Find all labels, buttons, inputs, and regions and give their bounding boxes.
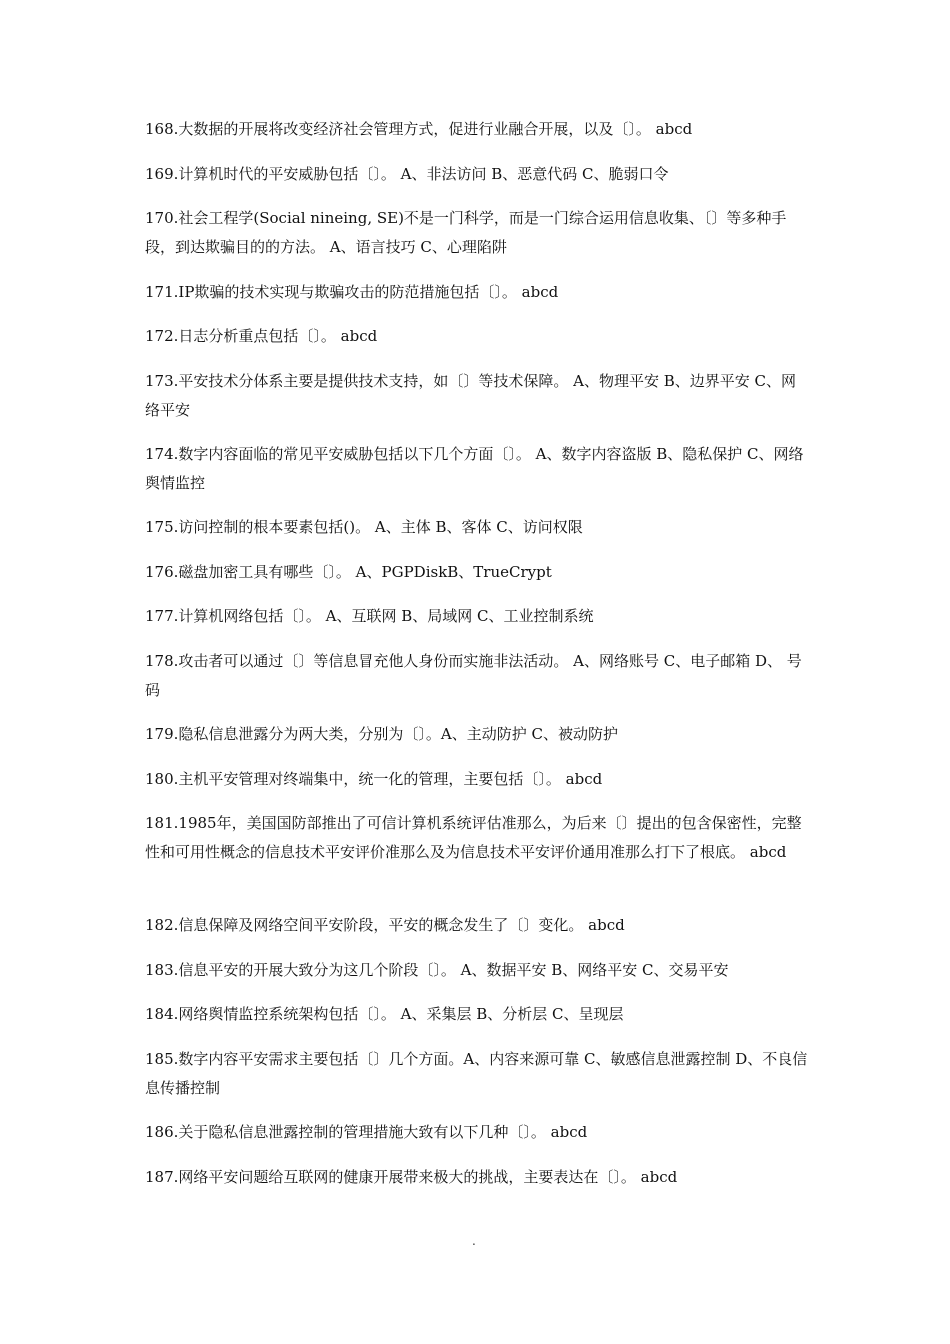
question-173: 173.平安技术分体系主要是提供技术支持，如〔〕等技术保障。 A、物理平安 B、边界平安 C、网络平安: [145, 372, 797, 419]
question-170: 170.社会工程学(Social nineing, SE)不是一门科学，而是一门综合运用信息收集、〔〕等多种手段，到达欺骗目的的方法。 A、语言技巧 C、心理陷阱: [145, 209, 787, 256]
question-183: 183.信息平安的开展大致分为这几个阶段〔〕。 A、数据平安 B、网络平安 C、交易平安: [145, 961, 729, 979]
question-184: 184.网络舆情监控系统架构包括〔〕。 A、采集层 B、分析层 C、呈现层: [145, 1005, 624, 1023]
question-186: 186.关于隐私信息泄露控制的管理措施大致有以下几种〔〕。 abcd: [145, 1123, 588, 1141]
question-185: 185.数字内容平安需求主要包括〔〕几个方面。A、内容来源可靠 C、敏感信息泄露控制 D、不良信息传播控制: [145, 1050, 808, 1097]
question-172: 172.日志分析重点包括〔〕。 abcd: [145, 327, 378, 345]
question-177: 177.计算机网络包括〔〕。 A、互联网 B、局域网 C、工业控制系统: [145, 607, 594, 625]
question-176: 176.磁盘加密工具有哪些〔〕。 A、PGPDiskB、TrueCrypt: [145, 563, 552, 581]
question-175: 175.访问控制的根本要素包括()。 A、主体 B、客体 C、访问权限: [145, 518, 583, 536]
question-179: 179.隐私信息泄露分为两大类，分别为〔〕。A、主动防护 C、被动防护: [145, 725, 618, 743]
question-182: 182.信息保障及网络空间平安阶段，平安的概念发生了〔〕变化。 abcd: [145, 916, 625, 934]
question-178: 178.攻击者可以通过〔〕等信息冒充他人身份而实施非法活动。 A、网络账号 C、电子邮箱 D、 号码: [145, 652, 802, 699]
page-footer-mark: .: [472, 1234, 476, 1248]
question-187: 187.网络平安问题给互联网的健康开展带来极大的挑战，主要表达在〔〕。 abcd: [145, 1168, 678, 1186]
question-174: 174.数字内容面临的常见平安威胁包括以下几个方面〔〕。 A、数字内容盗版 B、隐私保护 C、网络舆情监控: [145, 445, 804, 492]
question-168: 168.大数据的开展将改变经济社会管理方式，促进行业融合开展，以及〔〕。 abcd: [145, 120, 693, 138]
question-171: 171.IP欺骗的技术实现与欺骗攻击的防范措施包括〔〕。 abcd: [145, 283, 559, 301]
question-169: 169.计算机时代的平安威胁包括〔〕。 A、非法访问 B、恶意代码 C、脆弱口令: [145, 165, 669, 183]
question-180: 180.主机平安管理对终端集中，统一化的管理，主要包括〔〕。 abcd: [145, 770, 603, 788]
question-181: 181.1985年，美国国防部推出了可信计算机系统评估准那么，为后来〔〕提出的包含保密性，完整性和可用性概念的信息技术平安评价准那么及为信息技术平安评价通用准那么打下了根底。 abcd: [145, 814, 802, 861]
